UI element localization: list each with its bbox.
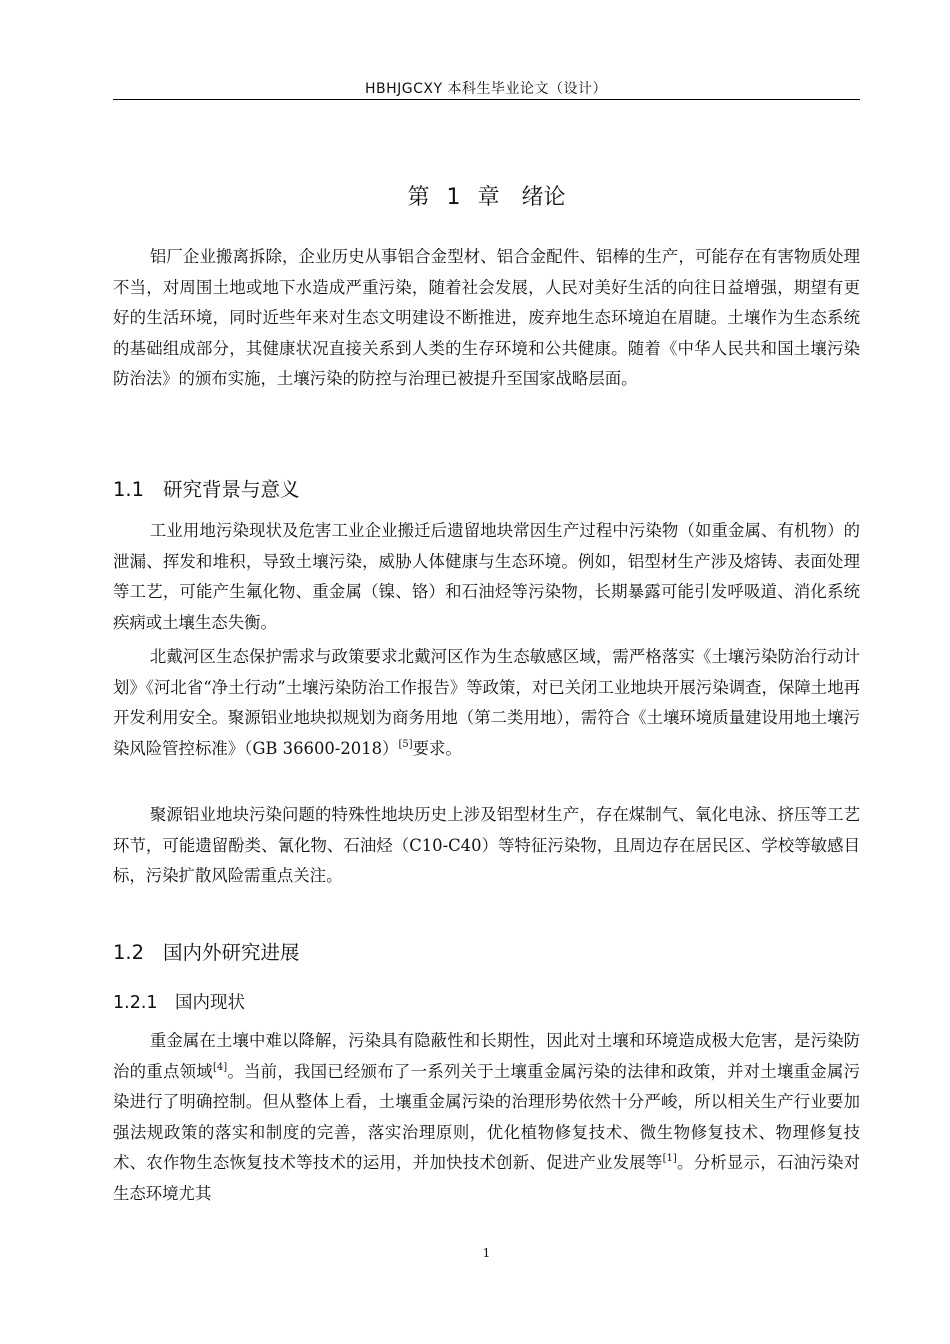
- page-header: HBHJGCXY 本科生毕业论文（设计）: [364, 81, 607, 97]
- subsection-title: 国内现状: [175, 993, 245, 1013]
- section-heading-1-2: [113, 937, 300, 965]
- section-heading-1-1: [113, 474, 300, 502]
- section-number: 1.2: [113, 941, 145, 964]
- section-1-1-paragraph-1: 工业用地污染现状及危害工业企业搬迁后遗留地块常因生产过程中污染物（如重金属、有机物）的泄漏、挥发和堆积，导致土壤污染，威胁人体健康与生态环境。例如，铝型材生产涉及熔铸、表面处理等工艺，可能产生氟化物、重金属（镍、铬）和石油烃等污染物，长期暴露可能引发呼吸道、消化系统疾病或土壤生态失衡。: [113, 521, 860, 632]
- citation-ref[interactable]: [1]: [662, 1153, 677, 1165]
- section-1-1-paragraph-2: [113, 642, 860, 764]
- subsection-heading-1-2-1: [113, 989, 245, 1014]
- page-number: 1: [482, 1246, 491, 1260]
- subsection-number: 1.2.1: [113, 993, 158, 1013]
- section-1-2-1-paragraph-1: [113, 1026, 860, 1210]
- section-1-1-paragraph-3: 聚源铝业地块污染问题的特殊性地块历史上涉及铝型材生产，存在煤制气、氧化电泳、挤压等工艺环节，可能遗留酚类、氰化物、石油烃（C10-C40）等特征污染物，且周边存在居民区、学校等敏感目标，污染扩散风险需重点关注。: [113, 805, 860, 886]
- paragraph-text: 。当前，我国已经颁布了一系列关于土壤重金属污染的法律和政策，并对土壤重金属污染进行了明确控制。但从整体上看，土壤重金属污染的治理形势依然十分严峻，所以相关生产行业要加强法规政策的落实和制度的完善，落实治理原则，优化植物修复技术、微生物修复技术、物理修复技术、农作物生态恢复技术等技术的运用，并加快技术创新、促进产业发展等: [113, 1061, 861, 1173]
- section-title: 国内外研究进展: [163, 941, 300, 964]
- header-divider: [113, 99, 860, 100]
- citation-ref[interactable]: [5]: [398, 738, 413, 750]
- paragraph-text: 重金属在土壤中难以降解，污染具有隐蔽性和长期性，因此对土壤和环境造成极大危害，是污染防治的重点领域: [113, 1031, 860, 1081]
- paragraph-text: 要求。: [412, 738, 462, 758]
- paragraph-text: 北戴河区生态保护需求与政策要求北戴河区作为生态敏感区域，需严格落实《土壤污染防治行动计划》《河北省“净土行动”土壤污染防治工作报告》等政策，对已关闭工业地块开展污染调查，保障土地再开发利用安全。聚源铝业地块拟规划为商务用地（第二类用地），需符合《土壤环境质量建设用地土壤污染风险管控标准》（GB 36600-2018）: [113, 647, 860, 758]
- intro-paragraph: 铝厂企业搬离拆除，企业历史从事铝合金型材、铝合金配件、铝棒的生产，可能存在有害物质处理不当，对周围土地或地下水造成严重污染，随着社会发展，人民对美好生活的向往日益增强，期望有更好的生活环境，同时近些年来对生态文明建设不断推进，废弃地生态环境迫在眉睫。土壤作为生态系统的基础组成部分，其健康状况直接关系到人类的生存环境和公共健康。随着《中华人民共和国土壤污染防治法》的颁布实施，土壤污染的防控与治理已被提升至国家战略层面。: [113, 247, 860, 389]
- section-number: 1.1: [113, 478, 145, 501]
- citation-ref[interactable]: [4]: [212, 1061, 228, 1073]
- chapter-title: 第 1 章 绪论: [407, 185, 566, 210]
- paragraph-text: 。分析显示，石油污染对生态环境尤其: [113, 1153, 861, 1203]
- section-title: 研究背景与意义: [163, 478, 300, 501]
